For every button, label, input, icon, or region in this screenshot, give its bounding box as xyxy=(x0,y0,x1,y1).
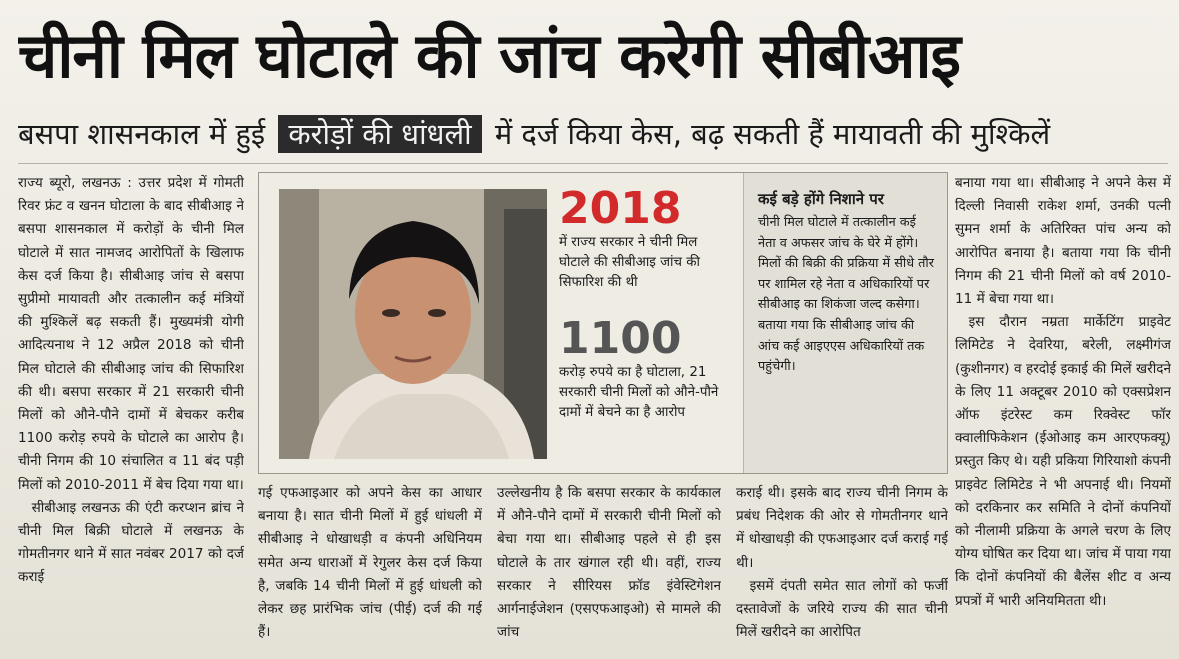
paragraph: इसमें दंपती समेत सात लोगों को फर्जी दस्तावेजों के जरिये राज्य की सात चीनी मिलें खरीदने का आरोपित xyxy=(736,577,948,641)
stat-1100 xyxy=(559,315,729,423)
feature-box xyxy=(258,172,948,474)
divider xyxy=(18,163,1168,164)
subhead-highlight: करोड़ों की धांधली xyxy=(278,115,481,153)
paragraph: बनाया गया था। सीबीआइ ने अपने केस में दिल्ली निवासी राकेश शर्मा, उनकी पत्नी सुमन शर्मा के अतिरिक्त पांच अन्य को आरोपित बनाया है। बताया गया कि चीनी निगम की 21 चीनी मिलों को वर्ष 2010-11 में बेचा गया था। xyxy=(955,175,1171,308)
subhead-text-after: में दर्ज किया केस, बढ़ सकती हैं मायावती की मुश्किलें xyxy=(494,117,1051,151)
stat-2018 xyxy=(559,185,729,293)
stat-caption: में राज्य सरकार ने चीनी मिल घोटाले की सीबीआइ जांच की सिफारिश की थी xyxy=(559,235,701,290)
stat-number: 2018 xyxy=(559,183,682,234)
sidebar-box xyxy=(743,173,947,473)
article-column-1 xyxy=(18,172,244,659)
paragraph: इस दौरान नम्रता मार्केटिंग प्राइवेट लिमिटेड ने देवरिया, बरेली, लक्ष्मीगंज (कुशीनगर) व हरदोई इकाई की मिलें खरीदने के लिए 11 अक्टूबर 2010 को एक्सप्रेशन ऑफ इंटरेस्ट कम रिक्वेस्ट फॉर क्वालीफिकेशन (ईओआइ कम आरएफक्यू) प्रस्तुत किए थे। यही प्रकिया गिरियाशो कंपनी प्राइवेट लिमिटेड ने भी अपनाई थी। नियमों को दरकिनार कर समिति ने दोनों कंपनियों को नीलामी प्रक्रिया के अगले चरण के लिए योग्य घोषित कर दिया था। जांच में पाया गया कि दोनों कंपनियों की बैलेंस शीट व अन्य प्रपत्रों में भारी अनियमितता थी। xyxy=(955,314,1171,609)
article-column-3 xyxy=(497,482,721,659)
headline: चीनी मिल घोटाले की जांच करेगी सीबीआइ xyxy=(18,19,960,92)
article-column-4 xyxy=(736,482,948,659)
portrait-image xyxy=(279,189,547,459)
article-column-2 xyxy=(258,482,482,659)
paragraph: राज्य ब्यूरो, लखनऊ : उत्तर प्रदेश में गोमती रिवर फ्रंट व खनन घोटाला के बाद सीबीआइ ने बसपा शासनकाल में करोड़ों के चीनी मिल घोटाले में सात नामजद आरोपितों के खिलाफ केस दर्ज किया है। सीबीआइ जांच से बसपा सुप्रीमो मायावती और तत्कालीन कई मंत्रियों की मुश्किलें बढ़ सकती हैं। मुख्यमंत्री योगी आदित्यनाथ ने 12 अप्रैल 2018 को चीनी मिल घोटाले की सीबीआइ जांच की सिफारिश की थी। बसपा सरकार में 21 सरकारी चीनी मिलों को औने-पौने दामों में बेचकर करीब 1100 करोड़ रुपये के घोटाले का आरोप है। चीनी निगम की 10 संचालित व 11 बंद पड़ी मिलों को 2010-2011 में बेच दिया गया था। xyxy=(18,175,244,493)
paragraph: कराई थी। इसके बाद राज्य चीनी निगम के प्रबंध निदेशक की ओर से गोमतीनगर थाने में धोखाधड़ी की एफआइआर दर्ज कराई गई थी। xyxy=(736,485,948,571)
subheadline xyxy=(18,110,1168,158)
stat-number: 1100 xyxy=(559,313,682,364)
subhead-text-before: बसपा शासनकाल में हुई xyxy=(18,117,266,151)
article-column-5 xyxy=(955,172,1171,659)
sidebar-title: कई बड़े होंगे निशाने पर xyxy=(758,190,884,208)
paragraph: उल्लेखनीय है कि बसपा सरकार के कार्यकाल में औने-पौने दामों में सरकारी चीनी मिलों को बेचा गया था। सीबीआइ पहले से ही इस घोटाले के तार खंगाल रही थी। वहीं, राज्य सरकार ने सीरियस फ्रॉड इंवेस्टिगेशन आर्गनाईजेशन (एसएफआइओ) से मामले की जांच xyxy=(497,485,721,641)
paragraph: सीबीआइ लखनऊ की एंटी करप्शन ब्रांच ने चीनी मिल बिक्री घोटाले में लखनऊ के गोमतीनगर थाने में सात नवंबर 2017 को दर्ज कराई xyxy=(18,499,244,586)
stat-caption: करोड़ रुपये का है घोटाला, 21 सरकारी चीनी मिलों को औने-पौने दामों में बेचने का है आरोप xyxy=(559,365,719,420)
portrait-photo xyxy=(279,189,547,459)
paragraph: गई एफआइआर को अपने केस का आधार बनाया है। सात चीनी मिलों में हुई धांधली में सीबीआइ ने धोखाधड़ी व कंपनी अधिनियम समेत अन्य धाराओं में रेगुलर केस दर्ज किया है, जबकि 14 चीनी मिलों में हुई धांधली को लेकर छह प्रारंभिक जांच (पीई) दर्ज की गई हैं। xyxy=(258,485,482,641)
sidebar-body: चीनी मिल घोटाले में तत्कालीन कई नेता व अफसर जांच के घेरे में होंगे। मिलों की बिक्री की प्रक्रिया में सीधे तौर पर शामिल रहे नेता व अधिकारियों पर सीबीआइ का शिकंजा जल्द कसेगा। बताया गया कि सीबीआइ जांच की आंच कई आइएएस अधिकारियों तक पहुंचेगी। xyxy=(758,215,934,375)
